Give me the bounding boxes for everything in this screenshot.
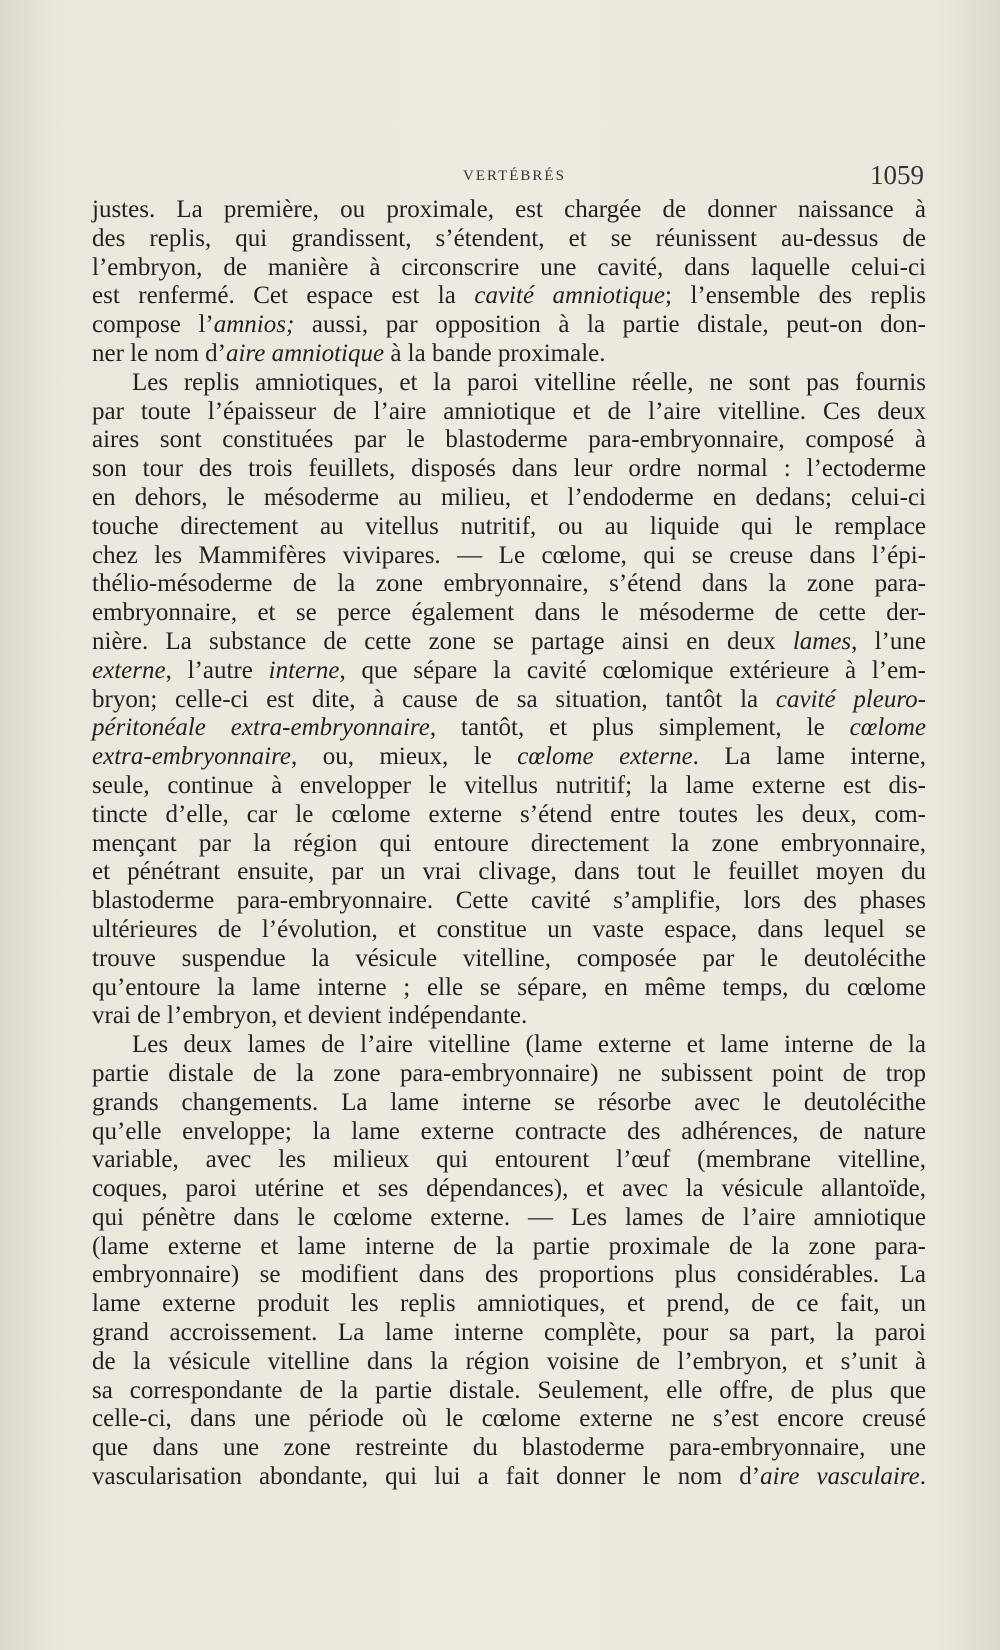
- text-line: [92, 225, 926, 254]
- text-segment: partie distale de la zone para-embryonnaire) ne subissent point de trop: [92, 1059, 926, 1087]
- italic-term: péritonéale extra-embryonnaire: [92, 714, 430, 742]
- text-segment: son tour des trois feuillets, disposés dans leur ordre normal : l’ectoderme: [92, 455, 926, 483]
- text-segment: , tantôt, et plus simplement, le: [429, 714, 850, 742]
- text-segment: qu’entoure la lame interne ; elle se sépare, en même temps, du cœlome: [92, 973, 926, 1001]
- running-title: VERTÉBRÉS: [463, 168, 566, 184]
- text-segment: .: [919, 1463, 926, 1491]
- text-segment: Les replis amniotiques, et la paroi vitelline réelle, ne sont pas fournis: [132, 368, 926, 396]
- page-header: [98, 160, 924, 200]
- text-line: [92, 282, 926, 311]
- text-line: [92, 916, 926, 945]
- text-line: [92, 426, 926, 455]
- text-segment: bryon; celle-ci est dite, à cause de sa situation, tantôt la: [92, 685, 776, 713]
- text-segment: par toute l’épaisseur de l’aire amniotique et de l’aire vitelline. Ces deux: [92, 397, 926, 425]
- text-line: [92, 657, 926, 686]
- text-line: [92, 1089, 926, 1118]
- text-line: [92, 801, 926, 830]
- text-line: [92, 858, 926, 887]
- text-segment: , l’autre: [165, 656, 269, 684]
- text-segment: Les deux lames de l’aire vitelline (lame externe et lame interne de la: [132, 1031, 926, 1059]
- italic-term: aire vasculaire: [760, 1463, 920, 1491]
- text-segment: chez les Mammifères vivipares. — Le cœlome, qui se creuse dans l’épi-: [92, 541, 926, 569]
- text-segment: mençant par la région qui entoure directement la zone embryonnaire,: [92, 829, 926, 857]
- text-line: [92, 340, 926, 369]
- text-segment: sa correspondante de la partie distale. Seulement, elle offre, de plus que: [92, 1376, 926, 1404]
- text-line: [92, 599, 926, 628]
- text-segment: grand accroissement. La lame interne complète, pour sa part, la paroi: [92, 1319, 926, 1347]
- paragraph-first-line: [92, 1031, 926, 1060]
- text-segment: qui pénètre dans le cœlome externe. — Les lames de l’aire amniotique: [92, 1203, 926, 1231]
- text-line: [92, 1377, 926, 1406]
- text-segment: coques, paroi utérine et ses dépendances), et avec la vésicule allantoïde,: [92, 1175, 926, 1203]
- text-segment: l’embryon, de manière à circonscrire une cavité, dans laquelle celui-ci: [92, 253, 926, 281]
- text-segment: embryonnaire) se modifient dans des proportions plus considérables. La: [92, 1261, 926, 1289]
- text-segment: , que sépare la cavité cœlomique extérieure à l’em-: [339, 656, 926, 684]
- text-segment: des replis, qui grandissent, s’étendent, et se réunissent au-dessus de: [92, 224, 926, 252]
- italic-term: cavité pleuro-: [775, 685, 926, 713]
- text-segment: (lame externe et lame interne de la partie proximale de la zone para-: [92, 1232, 926, 1260]
- text-line: [92, 1405, 926, 1434]
- text-segment: tincte d’elle, car le cœlome externe s’étend entre toutes les deux, com-: [92, 800, 926, 828]
- text-segment: qu’elle enveloppe; la lame externe contracte des adhérences, de nature: [92, 1117, 926, 1145]
- text-line: [92, 1463, 926, 1492]
- text-segment: vascularisation abondante, qui lui a fait donner le nom d’: [92, 1463, 761, 1491]
- text-segment: lame externe produit les replis amniotiques, et prend, de ce fait, un: [92, 1290, 926, 1318]
- text-line: [92, 1233, 926, 1262]
- text-line: [92, 513, 926, 542]
- text-segment: et pénétrant ensuite, par un vrai clivage, dans tout le feuillet moyen du: [92, 858, 926, 886]
- text-segment: justes. La première, ou proximale, est chargée de donner naissance à: [92, 196, 926, 223]
- text-line: [92, 772, 926, 801]
- text-line: [92, 570, 926, 599]
- text-segment: touche directement au vitellus nutritif, ou au liquide qui le remplace: [92, 512, 926, 540]
- text-segment: . La lame interne,: [692, 743, 926, 771]
- text-segment: compose l’: [92, 311, 214, 339]
- text-segment: nière. La substance de cette zone se partage ainsi en deux: [92, 627, 793, 655]
- text-line: [92, 1175, 926, 1204]
- text-line: [92, 945, 926, 974]
- body-text: [92, 196, 926, 1492]
- text-segment: blastoderme para-embryonnaire. Cette cavité s’amplifie, lors des phases: [92, 887, 926, 915]
- text-segment: ultérieures de l’évolution, et constitue un vaste espace, dans lequel se: [92, 915, 926, 943]
- text-line: [92, 254, 926, 283]
- text-line: [92, 628, 926, 657]
- text-line: [92, 1434, 926, 1463]
- text-line: [92, 484, 926, 513]
- text-line: [92, 455, 926, 484]
- text-line: [92, 1204, 926, 1233]
- text-line: [92, 311, 926, 340]
- text-segment: trouve suspendue la vésicule vitelline, composée par le deutolécithe: [92, 944, 926, 972]
- text-line: [92, 1319, 926, 1348]
- text-line: [92, 1348, 926, 1377]
- text-line: [92, 887, 926, 916]
- text-line: [92, 196, 926, 225]
- text-segment: aires sont constituées par le blastoderme para-embryonnaire, composé à: [92, 426, 926, 454]
- text-line: [92, 1146, 926, 1175]
- text-line: [92, 398, 926, 427]
- text-line: [92, 1118, 926, 1147]
- page-number: 1059: [870, 160, 924, 190]
- text-segment: celle-ci, dans une période où le cœlome externe ne s’est encore creusé: [92, 1405, 926, 1433]
- paragraph-first-line: [92, 369, 926, 398]
- italic-term: cœlome: [849, 714, 927, 742]
- text-segment: à la bande proximale.: [384, 339, 606, 367]
- text-segment: grands changements. La lame interne se résorbe avec le deutolécithe: [92, 1088, 926, 1116]
- text-line: [92, 1290, 926, 1319]
- text-line: [92, 1060, 926, 1089]
- text-segment: en dehors, le mésoderme au milieu, et l’endoderme en dedans; celui-ci: [92, 483, 926, 511]
- italic-term: aire amniotique: [225, 339, 385, 367]
- text-segment: ner le nom d’: [92, 339, 226, 367]
- italic-term: extra-embryonnaire: [92, 743, 292, 771]
- text-segment: , l’une: [851, 627, 926, 655]
- text-segment: vrai de l’embryon, et devient indépendante.: [92, 1002, 528, 1030]
- text-line: [92, 542, 926, 571]
- text-segment: embryonnaire, et se perce également dans le mésoderme de cette der-: [92, 599, 926, 627]
- text-segment: seule, continue à envelopper le vitellus nutritif; la lame externe est dis-: [92, 771, 926, 799]
- text-line: [92, 743, 926, 772]
- text-segment: , ou, mieux, le: [291, 743, 518, 771]
- text-segment: de la vésicule vitelline dans la région voisine de l’embryon, et s’unit à: [92, 1347, 926, 1375]
- italic-term: externe: [92, 656, 166, 684]
- italic-term: cavité amniotique: [474, 282, 666, 310]
- text-line: [92, 974, 926, 1003]
- text-segment: ; l’ensemble des replis: [665, 282, 927, 310]
- text-line: [92, 714, 926, 743]
- text-line: [92, 686, 926, 715]
- italic-term: cœlome externe: [517, 743, 693, 771]
- text-line: [92, 1002, 926, 1031]
- text-segment: que dans une zone restreinte du blastoderme para-embryonnaire, une: [92, 1434, 926, 1462]
- italic-term: amnios;: [213, 311, 295, 339]
- italic-term: lames: [792, 627, 852, 655]
- text-segment: est renfermé. Cet espace est la: [92, 282, 475, 310]
- text-segment: variable, avec les milieux qui entourent l’œuf (membrane vitelline,: [92, 1146, 926, 1174]
- text-line: [92, 830, 926, 859]
- text-line: [92, 1261, 926, 1290]
- text-segment: aussi, par opposition à la partie distale, peut-on don-: [294, 311, 926, 339]
- text-segment: thélio-mésoderme de la zone embryonnaire, s’étend dans la zone para-: [92, 570, 926, 598]
- italic-term: interne: [268, 656, 340, 684]
